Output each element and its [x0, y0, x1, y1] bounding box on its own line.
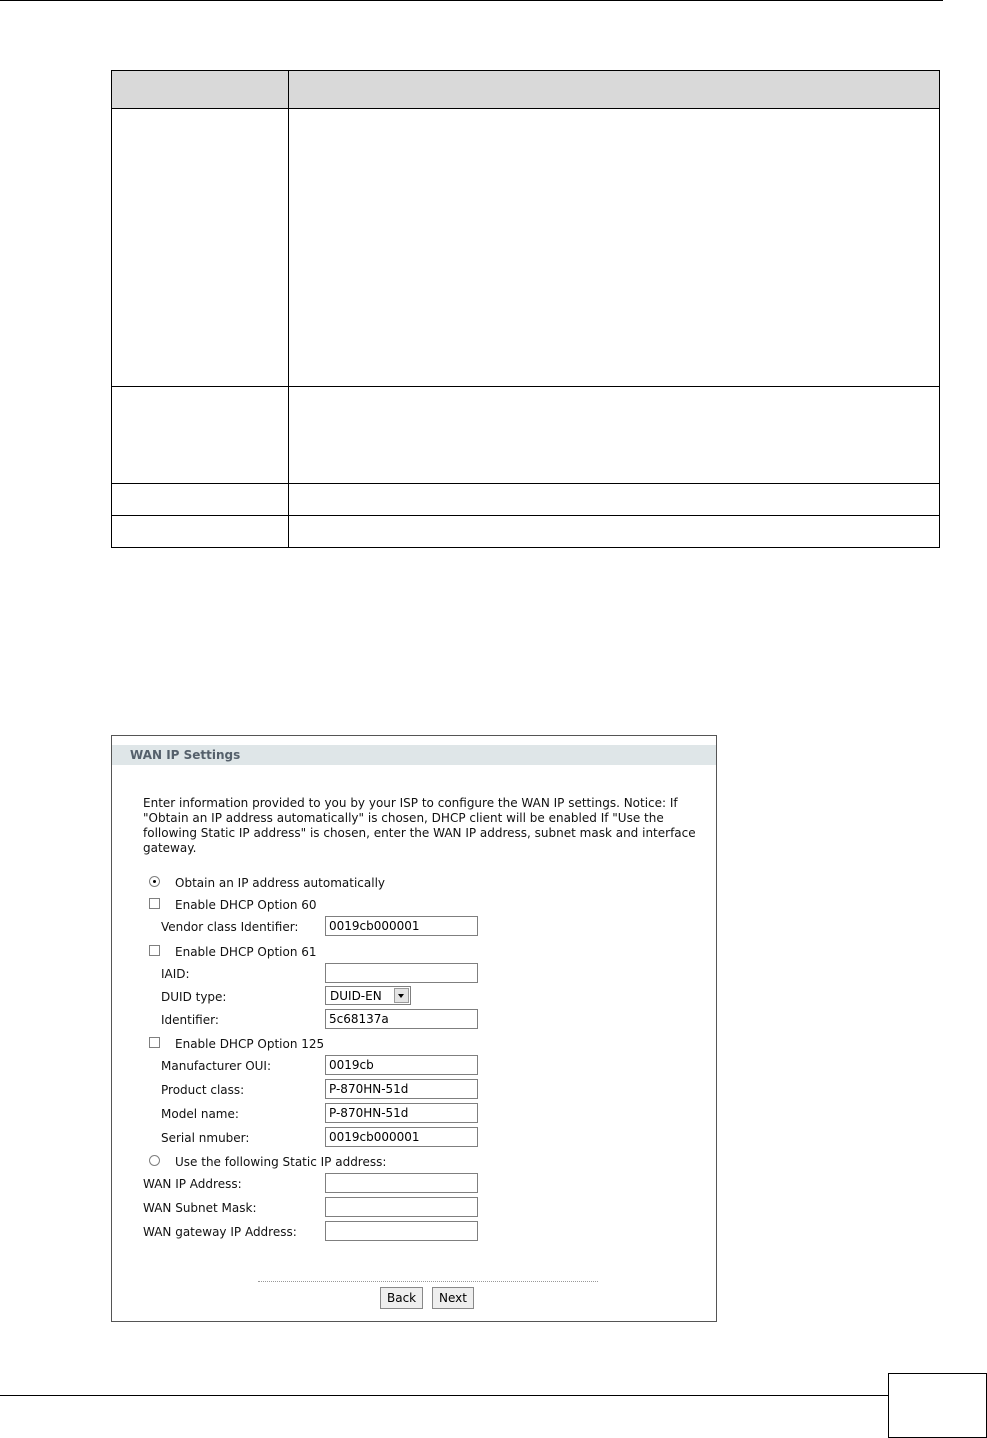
next-button[interactable]: Next — [432, 1287, 474, 1309]
table-row — [112, 516, 940, 548]
wan-subnet-mask-label: WAN Subnet Mask: — [143, 1201, 257, 1215]
table-row — [112, 109, 940, 387]
table-cell — [112, 516, 289, 548]
vendor-class-label: Vendor class Identifier: — [161, 920, 299, 934]
table-header-row — [112, 71, 940, 109]
table-cell — [112, 484, 289, 516]
manufacturer-oui-label: Manufacturer OUI: — [161, 1059, 272, 1073]
model-name-input[interactable] — [325, 1103, 478, 1123]
iaid-input[interactable] — [325, 963, 478, 983]
wan-gateway-input[interactable] — [325, 1221, 478, 1241]
product-class-label: Product class: — [161, 1083, 245, 1097]
model-name-label: Model name: — [161, 1107, 239, 1121]
dhcp-option-125-label: Enable DHCP Option 125 — [175, 1037, 325, 1051]
serial-number-input[interactable] — [325, 1127, 478, 1147]
back-button[interactable]: Back — [380, 1287, 423, 1309]
button-divider — [258, 1281, 598, 1282]
page-number-box — [888, 1373, 987, 1438]
wan-subnet-mask-input[interactable] — [325, 1197, 478, 1217]
header-rule — [0, 0, 943, 1]
table-cell — [112, 387, 289, 484]
description-table — [111, 70, 940, 548]
table-header-cell — [289, 71, 940, 109]
dhcp-option-61-checkbox[interactable] — [149, 945, 160, 956]
identifier-input[interactable] — [325, 1009, 478, 1029]
dhcp-option-125-checkbox[interactable] — [149, 1037, 160, 1048]
panel-intro-text: Enter information provided to you by your ISP to configure the WAN IP settings. Notice: If "Obtain an IP address automatically" is chosen, DHCP client will be enabled If "Use the following Static IP address" is chosen, enter the WAN IP address, subnet mask and interface gateway. — [143, 796, 696, 855]
wan-ip-label: WAN IP Address: — [143, 1177, 242, 1191]
identifier-label: Identifier: — [161, 1013, 219, 1027]
table-cell — [289, 109, 940, 387]
duid-type-select[interactable] — [325, 986, 411, 1005]
table-cell — [289, 387, 940, 484]
chevron-down-icon[interactable] — [394, 988, 409, 1003]
duid-type-label: DUID type: — [161, 990, 227, 1004]
panel-header — [112, 745, 716, 765]
table-cell — [289, 484, 940, 516]
vendor-class-input[interactable] — [325, 916, 478, 936]
table-cell — [289, 516, 940, 548]
iaid-label: IAID: — [161, 967, 190, 981]
table-row — [112, 484, 940, 516]
table-header-cell — [112, 71, 289, 109]
dhcp-option-60-checkbox[interactable] — [149, 898, 160, 909]
dhcp-option-60-label: Enable DHCP Option 60 — [175, 898, 317, 912]
serial-number-label: Serial nmuber: — [161, 1131, 250, 1145]
footer-rule — [0, 1395, 888, 1396]
dhcp-option-61-label: Enable DHCP Option 61 — [175, 945, 317, 959]
panel-title: WAN IP Settings — [130, 748, 241, 762]
static-ip-radio[interactable] — [149, 1155, 160, 1166]
wan-ip-settings-panel — [111, 735, 717, 1322]
static-ip-label: Use the following Static IP address: — [175, 1155, 387, 1169]
table-cell — [112, 109, 289, 387]
manufacturer-oui-input[interactable] — [325, 1055, 478, 1075]
obtain-auto-radio[interactable] — [149, 876, 160, 887]
product-class-input[interactable] — [325, 1079, 478, 1099]
obtain-auto-label: Obtain an IP address automatically — [175, 876, 386, 890]
wan-gateway-label: WAN gateway IP Address: — [143, 1225, 297, 1239]
duid-type-value: DUID-EN — [330, 989, 382, 1003]
wan-ip-input[interactable] — [325, 1173, 478, 1193]
table-row — [112, 387, 940, 484]
